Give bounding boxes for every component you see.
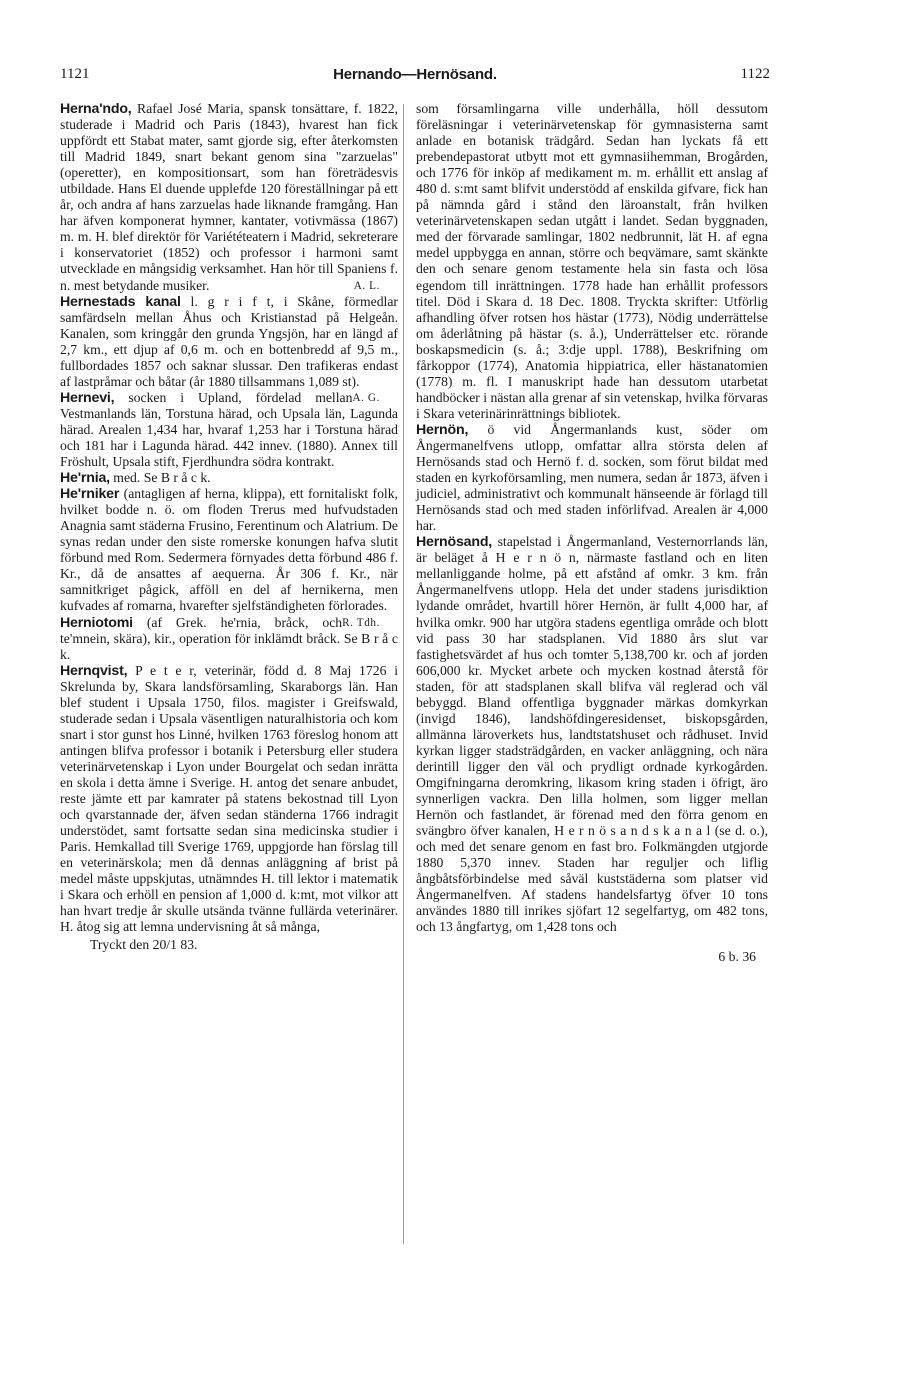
column-divider	[403, 104, 404, 1244]
page-number-left: 1121	[60, 66, 90, 82]
page-number-right: 1122	[740, 66, 770, 82]
headword: He'rnia,	[60, 470, 110, 487]
entry-text: l. g r i f t, i Skåne, förmedlar samfärdseln mellan Åhus och Kristianstad på Helgeån. Kanalen, som kringgår den grunda Yngsjön, har en längd af 2,7 km., ett djup af 0,6 m. och en bottenbredd af 9,5 m., fullbordades 1857 och saknar slussar. Den trafikeras endast af lastpråmar och båtar (år 1880 tillsammans 1,089 st).	[60, 293, 398, 389]
headword: Hernön,	[416, 421, 469, 438]
right-column	[416, 101, 768, 979]
left-column	[60, 101, 398, 967]
entry-text: med. Se B r å c k.	[113, 470, 211, 486]
entry-hernando	[60, 101, 398, 294]
running-title: Hernando—Hernösand.	[333, 66, 497, 83]
entry-hernevi	[60, 390, 398, 470]
headword: Hernevi,	[60, 389, 115, 406]
headword: Hernqvist,	[60, 662, 128, 679]
entry-hernqvist	[60, 663, 398, 936]
entry-text: stapelstad i Ångermanland, Vesternorrlands län, är beläget å H e r n ö n, närmaste fastland och en liten mellanliggande holme, på ett afstånd af omkr. 3 km. från Ångermanelfvens utlopp. Hela det under stadens jurisdiktion lydande området, hvartill hörer Hernön, är fullt 4,000 har, af hvilka omkr. 900 har utgöra stadens egentliga område och blott vid pass 30 har stadsplanen. Vid 1880 års slut var fastighetsvärdet af hus och tomter 5,138,700 kr. och af jorden 606,000 kr. Mycket arbete och mycken kostnad återstå för staden, för att stadsplanen skall blifva väl reglerad och väl bebyggd. Bland offentliga byggnader märkas domkyrkan (invigd 1846), landshöfdingeresidenset, biskopsgården, allmänna läroverkets hus, landtstatshuset och rådhuset. Invid kyrkan ligger stadsträdgården, en vacker anläggning, och nära derintill ligger den väl och prydligt ordnade kyrkogården. Omgifningarna deromkring, likasom kring staden i öfrigt, äro synnerligen vackra. Den lilla holmen, som ligger mellan Hernön och fastlandet, är förenad med den förra genom en svängbro öfver kanalen, H e r n ö s a n d s k a n a l (se d. o.), och med det senare genom en fast bro. Folkmängden utgjorde 1880 5,370 innev. Staden har reguljer och liflig ångbåtsförbindelse med såväl kuststäderna som platser vid Ångermanelfven. Af stadens handelsfartyg öfver 10 tons användes 1880 till inrikes sjöfart 12 segelfartyg, om 482 tons, och 13 ångfartyg, om 1,428 tons och	[416, 534, 768, 935]
entry-text: ö vid Ångermanlands kust, söder om Ångermanelfvens utlopp, omfattar allra största delen af Hernösands stad och Hernö f. d. socken, som förut bildat med staden en kyrkoförsamling, men numera, sedan år 1873, äfven i judiciel, administrativt och kommunalt hänseende är förlagd till Hernösands stad och med staden införlifvad. Arealen är 4,000 har.	[416, 421, 769, 534]
author-signature: A. G.	[352, 391, 380, 404]
headword: Hernösand,	[416, 534, 493, 551]
entry-hernon	[416, 422, 768, 534]
entry-hernqvist-continued: som församlingarna ville underhålla, höll dessutom föreläsningar i veterinärvetenskap för gymnasisterna samt anlade en botanisk trädgård. Sedan han lyckats få ett prebendepastorat utbytt mot ett gymnasiihemman, Brogården, och 1776 för inköp af medikament m. m. erhållit ett anslag af 480 d. s:mt samt blifvit understödd af enskilda gifvare, fick han på nämnda gård i stånd den läroanstalt, från hvilken veterinärvetenskapen sedan utgått i landet. Sedan byggnaden, med der förvarade samlingar, 1802 nedbrunnit, lät H. af egna medel uppbygga en annan, större och beqvämare, samt skänkte den och senare genom testamente hela sin fasta och lösa egendom till inrättningen. 1778 hade han erhållit professors titel. Död i Skara d. 18 Dec. 1808. Tryckta skrifter: Utförlig afhandling öfver rotsen hos hästar (1773), Nödig underrättelse om åderlåtning på hästar (s. å.), Underrättelser etc. rörande boskapsmedicin (s. å.; 3:dje uppl. 1788), Beskrifning om fårkoppor (1774), Anatomia hippiatrica, eller hästanatomien (1778) m. fl. I manuskript hade han dessutom utarbetat handböcker i nästan alla grenar af sin vetenskap, hvilka förvaras i Skara veterinärinrättnings bibliotek.	[416, 101, 768, 421]
entry-hernia	[60, 470, 398, 486]
entry-text: (af Grek. he'rnia, bråck, och te'mnein, skära), kir., operation för inklämdt bråck. Se B r å c k.	[60, 614, 398, 662]
author-signature: R. Tdh.	[342, 616, 380, 629]
headword: Herniotomi	[60, 614, 133, 631]
signature-mark: 6 b. 36	[718, 949, 756, 965]
entry-text: socken i Upland, fördelad mellan Vestmanlands län, Torstuna härad, och Upsala län, Lagunda härad. Arealen 1,434 har, hvaraf 1,253 har i Torstuna härad och 181 har i Lagunda härad. 442 innev. (1880). Annex till Fröshult, Upsala stift, Fjerdhundra södra kontrakt.	[60, 389, 398, 470]
headword: Herna'ndo,	[60, 101, 132, 117]
page-header	[60, 66, 770, 90]
entry-text: Rafael José Maria, spansk tonsättare, f. 1822, studerade i Madrid och Paris (1843), hvarest han fick uppfördt ett Stabat mater, samt gjorde sig, efter återkomsten till Madrid 1849, snart bekant genom sina "zarzuelas" (operetter), en kompositionsart, som han företrädesvis utbildade. Hans El duende upplefde 120 föreställningar på ett år, och andra af hans zarzuelas hade liknande framgång. Han har äfven komponerat hymner, kantater, votivmässa (1867) m. m. H. blef direktör för Variététeatern i Madrid, sekreterare i konservatoriet (1852) och professor i harmoni samt utvecklade en mångsidig verksamhet. Han hör till Spaniens f. n. mest betydande musiker.	[60, 101, 399, 293]
entry-text: P e t e r, veterinär, född d. 8 Maj 1726 i Skrelunda by, Skara landsförsamling, Skaraborgs län. Han blef student i Upsala 1750, filos. magister i Greifswald, studerade sedan i Upsala väsentligen naturalhistoria och kom snart i stor gunst hos Linné, hvilken 1763 föreslog honom att antingen blifva professor i botanik i Petersburg eller studera veterinärvetenskap i Lyon under Bourgelat och sedan inrätta en skola i detta ämne i Sverige. H. antog det senare anbudet, reste jämte ett par kamrater på statens bekostnad till Lyon och qvarstannade der, äfven sedan ständerna 1766 indragit understödet, samt fortsatte sedan sina medicinska studier i Paris. Hemkallad till Sverige 1769, uppgjorde han förslag till en veterinärskola; men då dennas anläggning af brist på medel måste uppskjutas, utnämndes H. till lektor i matematik i Skara och erhöll en pension af 1,000 d. k:mt, mot vilkor att han hvart tredje år skulle utsända tvänne fullärda veterinärer. H. åtog sig att lemna undervisning åt så många,	[60, 662, 398, 935]
headword: Hernestads kanal	[60, 293, 181, 310]
author-signature: A. L.	[353, 279, 380, 292]
headword: He'rniker	[60, 486, 120, 503]
entry-text: (antagligen af herna, klippa), ett fornitaliskt folk, hvilket bodde n. ö. om floden Trerus med hufvudstaden Anagnia samt städerna Frusino, Ferentinum och Alatrium. De synas redan under den siste romerske konungen hafva slutit förbund med Rom. Sedermera förnyades detta förbund 486 f. Kr., då de ansattes af aequerna. År 306 f. Kr., när samnitkriget pågick, afföll en del af hernikerna, men kufvades af romarna, hvarefter sjelfständigheten förlorades.	[60, 486, 399, 614]
print-date: Tryckt den 20/1 83.	[90, 937, 198, 953]
entry-hernosand	[416, 534, 768, 935]
